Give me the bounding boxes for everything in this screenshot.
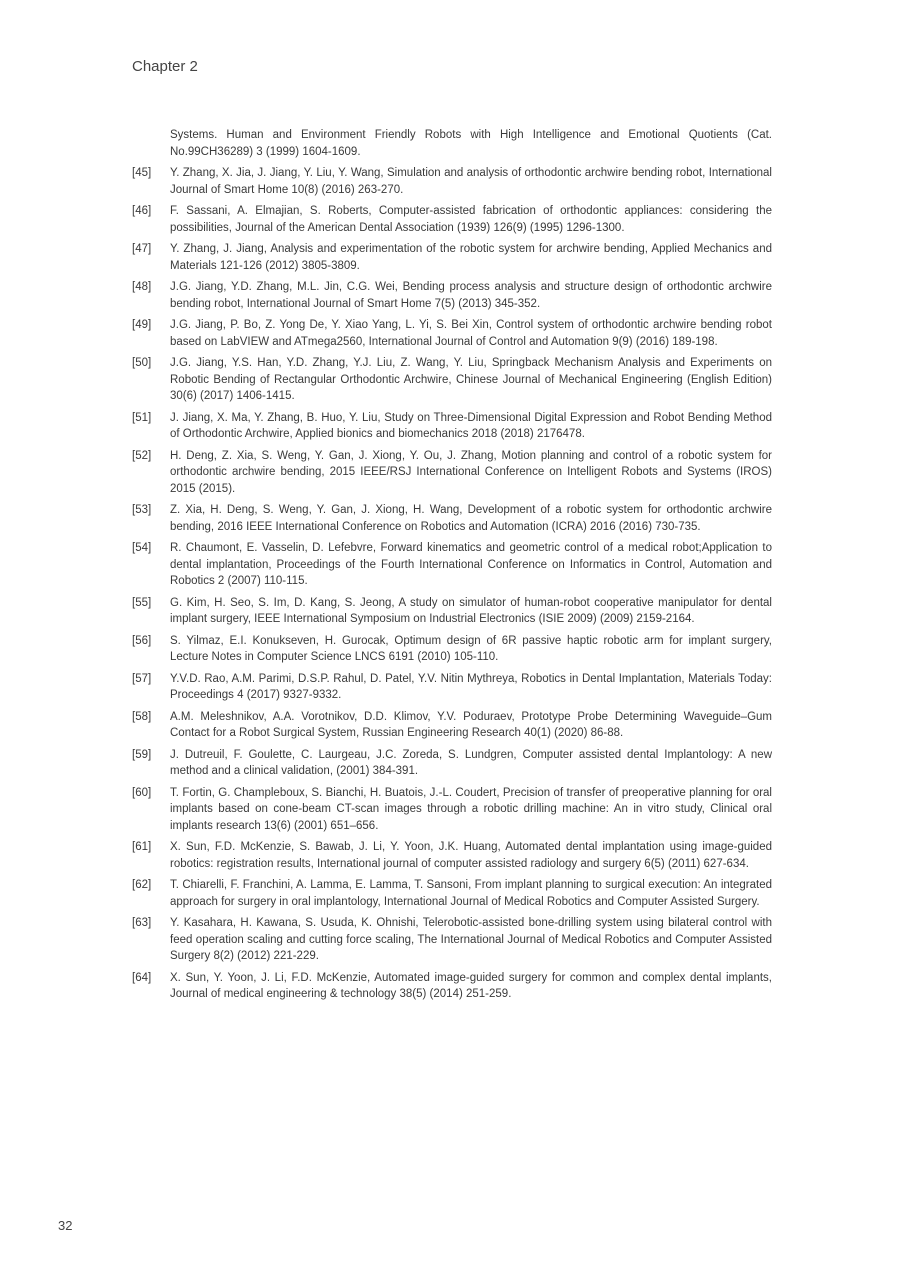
reference-text: Z. Xia, H. Deng, S. Weng, Y. Gan, J. Xiong, H. Wang, Development of a robotic system for orthodontic archwire bending, 2016 IEEE International Conference on Robotics and Automation (ICRA) 2016 (2016) 730-735.: [170, 504, 772, 533]
reference-item: [132, 410, 772, 443]
reference-items: [132, 165, 772, 1003]
reference-item: [132, 279, 772, 312]
reference-list: [132, 127, 772, 1008]
reference-item: [132, 785, 772, 835]
reference-number: [48]: [132, 281, 152, 293]
reference-text: J.G. Jiang, P. Bo, Z. Yong De, Y. Xiao Yang, L. Yi, S. Bei Xin, Control system of orthodontic archwire bending robot based on LabVIEW and ATmega2560, International Journal of Control and Automation 9(9) (2016) 189-198.: [170, 319, 772, 348]
reference-number: [54]: [132, 542, 152, 554]
reference-number: [58]: [132, 710, 152, 723]
reference-number: [60]: [132, 786, 152, 799]
page-number: 32: [58, 1218, 73, 1233]
reference-text: F. Sassani, A. Elmajian, S. Roberts, Computer-assisted fabrication of orthodontic appliances: considering the possibilities, Journal of the American Dental Association (1939) 126(9) (1995) 1296-1300.: [170, 205, 772, 234]
reference-text: G. Kim, H. Seo, S. Im, D. Kang, S. Jeong, A study on simulator of human-robot cooperative manipulator for dental implant surgery, IEEE International Symposium on Industrial Electronics (ISIE 2009) (2009) 2159-2164.: [170, 596, 772, 625]
reference-number: [45]: [132, 167, 152, 179]
reference-number: [61]: [132, 841, 152, 853]
reference-item: [132, 709, 772, 742]
reference-text: X. Sun, F.D. McKenzie, S. Bawab, J. Li, Y. Yoon, J.K. Huang, Automated dental implantation using image-guided robotics: registration results, International journal of computer assisted radiology and surgery 6(5) (2011) 627-634.: [170, 841, 772, 870]
reference-text: A.M. Meleshnikov, A.A. Vorotnikov, D.D. Klimov, Y.V. Poduraev, Prototype Probe Determining Waveguide–Gum Contact for a Robot Surgical System, Russian Engineering Research 40(1) (2020) 86-88.: [170, 710, 772, 739]
reference-text: S. Yilmaz, E.I. Konukseven, H. Gurocak, Optimum design of 6R passive haptic robotic arm for implant surgery, Lecture Notes in Computer Science LNCS 6191 (2010) 105-110.: [170, 634, 772, 663]
reference-number: [55]: [132, 596, 152, 609]
reference-text: Y.V.D. Rao, A.M. Parimi, D.S.P. Rahul, D. Patel, Y.V. Nitin Mythreya, Robotics in Dental Implantation, Materials Today: Proceedings 4 (2017) 9327-9332.: [170, 672, 772, 701]
reference-number: [64]: [132, 971, 152, 984]
reference-number: [56]: [132, 634, 152, 647]
reference-item: [132, 317, 772, 350]
reference-number: [57]: [132, 672, 152, 685]
reference-item: [132, 540, 772, 590]
reference-item: [132, 355, 772, 405]
reference-text: J. Dutreuil, F. Goulette, C. Laurgeau, J.C. Zoreda, S. Lundgren, Computer assisted dental Implantology: A new method and a clinical validation, (2001) 384-391.: [170, 748, 772, 777]
reference-item: [132, 241, 772, 274]
continued-reference-text: Systems. Human and Environment Friendly Robots with High Intelligence and Emotional Quotients (Cat. No.99CH36289) 3 (1999) 1604-1609.: [170, 129, 772, 158]
reference-item: [132, 915, 772, 965]
reference-item: [132, 502, 772, 535]
reference-text: J.G. Jiang, Y.D. Zhang, M.L. Jin, C.G. Wei, Bending process analysis and structure design of orthodontic archwire bending robot, International Journal of Smart Home 7(5) (2013) 345-352.: [170, 281, 772, 310]
reference-text: X. Sun, Y. Yoon, J. Li, F.D. McKenzie, Automated image-guided surgery for common and complex dental implants, Journal of medical engineering & technology 38(5) (2014) 251-259.: [170, 971, 772, 1000]
reference-text: H. Deng, Z. Xia, S. Weng, Y. Gan, J. Xiong, Y. Ou, J. Zhang, Motion planning and control of a robotic system for orthodontic archwire bending, 2015 IEEE/RSJ International Conference on Intelligent Robots and Systems (IROS) 2015 (2015).: [170, 449, 772, 495]
reference-text: J.G. Jiang, Y.S. Han, Y.D. Zhang, Y.J. Liu, Z. Wang, Y. Liu, Springback Mechanism Analysis and Experiments on Robotic Bending of Rectangular Orthodontic Archwire, Chinese Journal of Mechanical Engineering (English Edition) 30(6) (2017) 1406-1415.: [170, 357, 772, 402]
reference-text: Y. Zhang, J. Jiang, Analysis and experimentation of the robotic system for archwire bending, Applied Mechanics and Materials 121-126 (2012) 3805-3809.: [170, 243, 772, 272]
reference-item: [132, 671, 772, 704]
reference-text: T. Chiarelli, F. Franchini, A. Lamma, E. Lamma, T. Sansoni, From implant planning to surgical execution: An integrated approach for surgery in oral implantology, International Journal of Medical Robotics and Computer Assisted Surgery.: [170, 879, 772, 908]
reference-text: Y. Zhang, X. Jia, J. Jiang, Y. Liu, Y. Wang, Simulation and analysis of orthodontic archwire bending robot, International Journal of Smart Home 10(8) (2016) 263-270.: [170, 167, 772, 196]
reference-number: [50]: [132, 357, 152, 369]
reference-number: [63]: [132, 917, 152, 929]
reference-text: Y. Kasahara, H. Kawana, S. Usuda, K. Ohnishi, Telerobotic-assisted bone-drilling system using bilateral control with feed operation scaling and cutting force scaling, The International Journal of Medical Robotics and Computer Assisted Surgery 8(2) (2012) 221-229.: [170, 917, 772, 962]
reference-number: [49]: [132, 319, 152, 331]
reference-item: [132, 877, 772, 910]
reference-item: [132, 448, 772, 498]
reference-item: [132, 595, 772, 628]
reference-item: [132, 970, 772, 1003]
reference-number: [53]: [132, 504, 152, 516]
reference-number: [51]: [132, 411, 152, 424]
reference-number: [62]: [132, 879, 152, 891]
reference-text: R. Chaumont, E. Vasselin, D. Lefebvre, Forward kinematics and geometric control of a medical robot;Application to dental implantation, Proceedings of the Fourth International Conference on Informatics in Control, Automation and Robotics 2 (2007) 110-115.: [170, 542, 772, 587]
reference-text: J. Jiang, X. Ma, Y. Zhang, B. Huo, Y. Liu, Study on Three-Dimensional Digital Expression and Robot Bending Method of Orthodontic Archwire, Applied bionics and biomechanics 2018 (2018) 2176478.: [170, 411, 772, 440]
reference-text: T. Fortin, G. Champleboux, S. Bianchi, H. Buatois, J.-L. Coudert, Precision of transfer of preoperative planning for oral implants based on cone-beam CT-scan images through a robotic drilling machine: An in vitro study, Clinical oral implants research 13(6) (2001) 651–656.: [170, 786, 772, 832]
chapter-header: Chapter 2: [132, 58, 198, 75]
reference-number: [47]: [132, 243, 152, 255]
reference-number: [46]: [132, 205, 152, 217]
reference-item: [132, 203, 772, 236]
reference-item: [132, 747, 772, 780]
reference-number: [59]: [132, 748, 152, 761]
reference-item: [132, 165, 772, 198]
reference-item: [132, 633, 772, 666]
reference-number: [52]: [132, 449, 152, 462]
reference-item: [132, 839, 772, 872]
